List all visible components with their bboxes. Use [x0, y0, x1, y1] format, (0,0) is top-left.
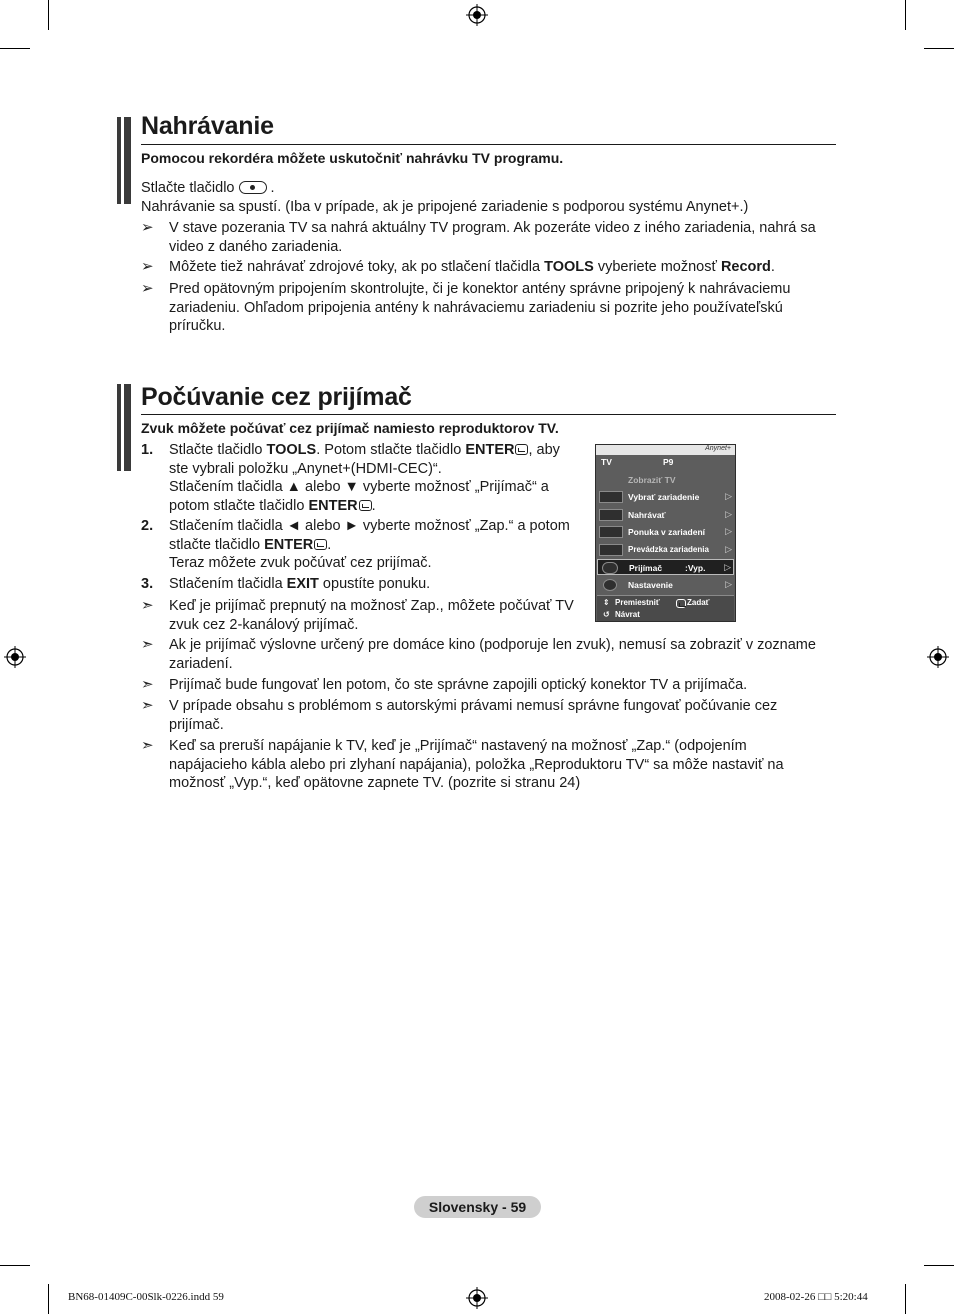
arrow-right-icon: ▷ [725, 491, 732, 501]
tv-menu-footer: ⇕ Premiestniť Zadať ↺ Návrat [597, 595, 734, 621]
registration-mark-icon [4, 646, 26, 668]
registration-mark-icon [466, 4, 488, 26]
press-instruction: Stlačte tlačidlo . [141, 180, 275, 196]
tv-menu-item: Nahrávať ▷ [597, 507, 734, 523]
enter-icon [676, 599, 686, 608]
section-title-recording: Nahrávanie [141, 112, 274, 140]
device-operation-icon [599, 544, 623, 556]
tv-menu-item-selected: Prijímač :Vyp. ▷ [597, 559, 734, 575]
tv-menu-item: Nastavenie ▷ [597, 577, 734, 593]
arrow-note-icon: ➢ [141, 280, 154, 297]
record-icon [599, 509, 623, 521]
arrow-right-icon: ▷ [724, 562, 731, 572]
anynet-logo: Anynet+ [705, 445, 731, 452]
enter-icon [314, 539, 327, 550]
arrow-note-icon: ➣ [141, 676, 154, 693]
section-lead: Zvuk môžete počúvať cez prijímač namiesto reproduktorov TV. [141, 420, 559, 436]
receiver-icon [602, 562, 618, 574]
arrow-note-icon: ➢ [141, 219, 154, 236]
press-result: Nahrávanie sa spustí. (Iba v prípade, ak je pripojené zariadenie s podporou systému Anynet+.) [141, 199, 749, 215]
enter-icon [359, 500, 372, 511]
move-arrows-icon: ⇕ [603, 598, 610, 607]
tv-menu-item: Ponuka v zariadení ▷ [597, 524, 734, 540]
tv-menu-item: Zobraziť TV [628, 475, 676, 485]
record-button-icon [239, 181, 267, 194]
registration-mark-icon [927, 646, 949, 668]
arrow-right-icon: ▷ [725, 544, 732, 554]
page-number-badge: Slovensky - 59 [414, 1196, 541, 1218]
section-marker [117, 384, 131, 471]
device-menu-icon [599, 526, 623, 538]
arrow-right-icon: ▷ [725, 526, 732, 536]
arrow-note-icon: ➣ [141, 737, 154, 754]
section-marker [117, 117, 131, 204]
return-icon: ↺ [603, 610, 610, 619]
section-lead: Pomocou rekordéra môžete uskutočniť nahrávku TV programu. [141, 150, 564, 166]
settings-gear-icon [603, 579, 617, 591]
arrow-note-icon: ➣ [141, 597, 154, 614]
arrow-note-icon: ➣ [141, 636, 154, 653]
tv-menu-illustration [595, 444, 736, 622]
tv-menu-item: Prevádzka zariadenia ▷ [597, 542, 734, 558]
print-date-info: 2008-02-26 □□ 5:20:44 [764, 1291, 868, 1303]
section-title-receiver: Počúvanie cez prijímač [141, 383, 412, 411]
arrow-right-icon: ▷ [725, 579, 732, 589]
section-rule [141, 414, 836, 415]
tv-menu-item: Vybrať zariadenie ▷ [597, 489, 734, 505]
section-rule [141, 144, 836, 145]
print-file-info: BN68-01409C-00Slk-0226.indd 59 [68, 1291, 224, 1303]
arrow-note-icon: ➢ [141, 258, 154, 275]
arrow-note-icon: ➣ [141, 697, 154, 714]
arrow-right-icon: ▷ [725, 509, 732, 519]
enter-icon [515, 444, 528, 455]
registration-mark-icon [466, 1287, 488, 1309]
tv-menu-header: TV P9 [601, 457, 674, 467]
device-icon [599, 491, 623, 503]
